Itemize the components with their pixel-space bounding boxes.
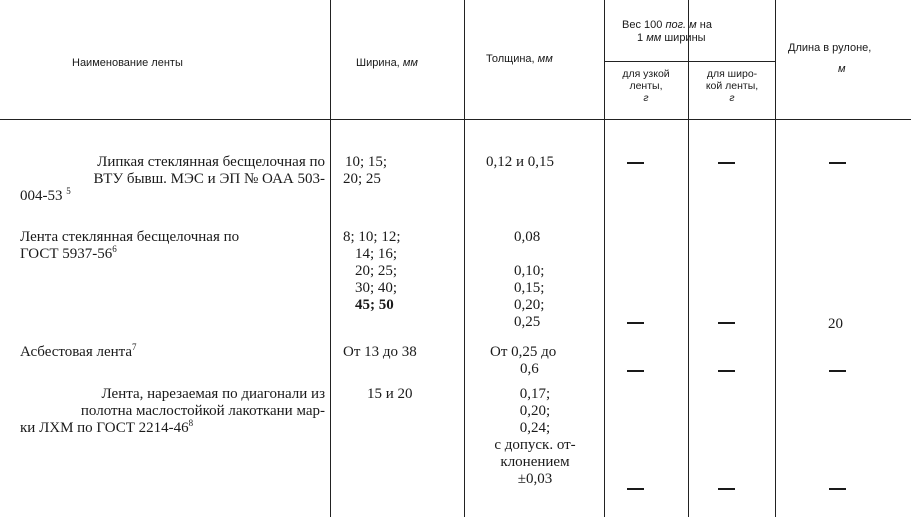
- row-1-narrow: [627, 162, 644, 164]
- row-3-wide: [718, 370, 735, 372]
- row-1-thickness: 0,12 и 0,15: [486, 154, 555, 170]
- column-divider: [775, 0, 776, 517]
- row-2-width: 8; 10; 12; 14; 16; 20; 25; 30; 40; 45; 50: [343, 229, 401, 313]
- header-name: Наименование ленты: [72, 57, 183, 69]
- row-4-length: [829, 488, 846, 490]
- row-3-thickness: От 0,25 до 0,6: [490, 344, 557, 377]
- header-length: Длина в рулоне,: [788, 42, 872, 54]
- row-2-wide: [718, 322, 735, 324]
- header-thickness: Толщина, мм: [486, 53, 553, 65]
- row-4-thickness: 0,17; 0,20; 0,24; с допуск. от- клонением ±0,03: [494, 386, 576, 487]
- header-weight-2: 1 мм ширины: [637, 32, 706, 44]
- row-1-length: [829, 162, 846, 164]
- row-3-width: От 13 до 38: [343, 344, 417, 360]
- row-3-name: Асбестовая лента$^7$: [20, 342, 137, 360]
- row-2-narrow: [627, 322, 644, 324]
- subheader-rule: [604, 61, 775, 62]
- column-divider: [464, 0, 465, 517]
- row-4-name: Лента, нарезаемая по диагонали из полотна маслостойкой лакоткани мар- ки ЛХМ по ГОСТ $2214-46^8$: [20, 386, 325, 436]
- row-4-width: 15 и 20: [367, 386, 413, 402]
- row-4-wide: [718, 488, 735, 490]
- row-1-name: Липкая стеклянная бесщелочная по ВТУ бывш. МЭС и ЭП № ОАА 503- 004-53 $^5$: [20, 154, 325, 204]
- header-narrow: для узкой ленты, г: [622, 68, 670, 104]
- header-wide: для широ- кой ленты, г: [705, 68, 759, 104]
- header-width: Ширина, мм: [356, 57, 418, 69]
- row-2-thickness: 0,08 0,10; 0,15; 0,20; 0,25: [514, 229, 545, 330]
- row-1-width: 10; 15; 20; 25: [343, 154, 388, 187]
- header-bottom-rule: [0, 119, 911, 120]
- row-4-narrow: [627, 488, 644, 490]
- row-1-wide: [718, 162, 735, 164]
- column-divider: [330, 0, 331, 517]
- row-3-length: [829, 370, 846, 372]
- header-length-unit: м: [838, 63, 846, 75]
- row-2-name: Лента стеклянная бесщелочная по ГОСТ $5937-56^6$: [20, 229, 240, 262]
- header-weight: Вес 100 пог. м на: [622, 19, 712, 31]
- row-3-narrow: [627, 370, 644, 372]
- row-2-length: 20: [828, 316, 843, 332]
